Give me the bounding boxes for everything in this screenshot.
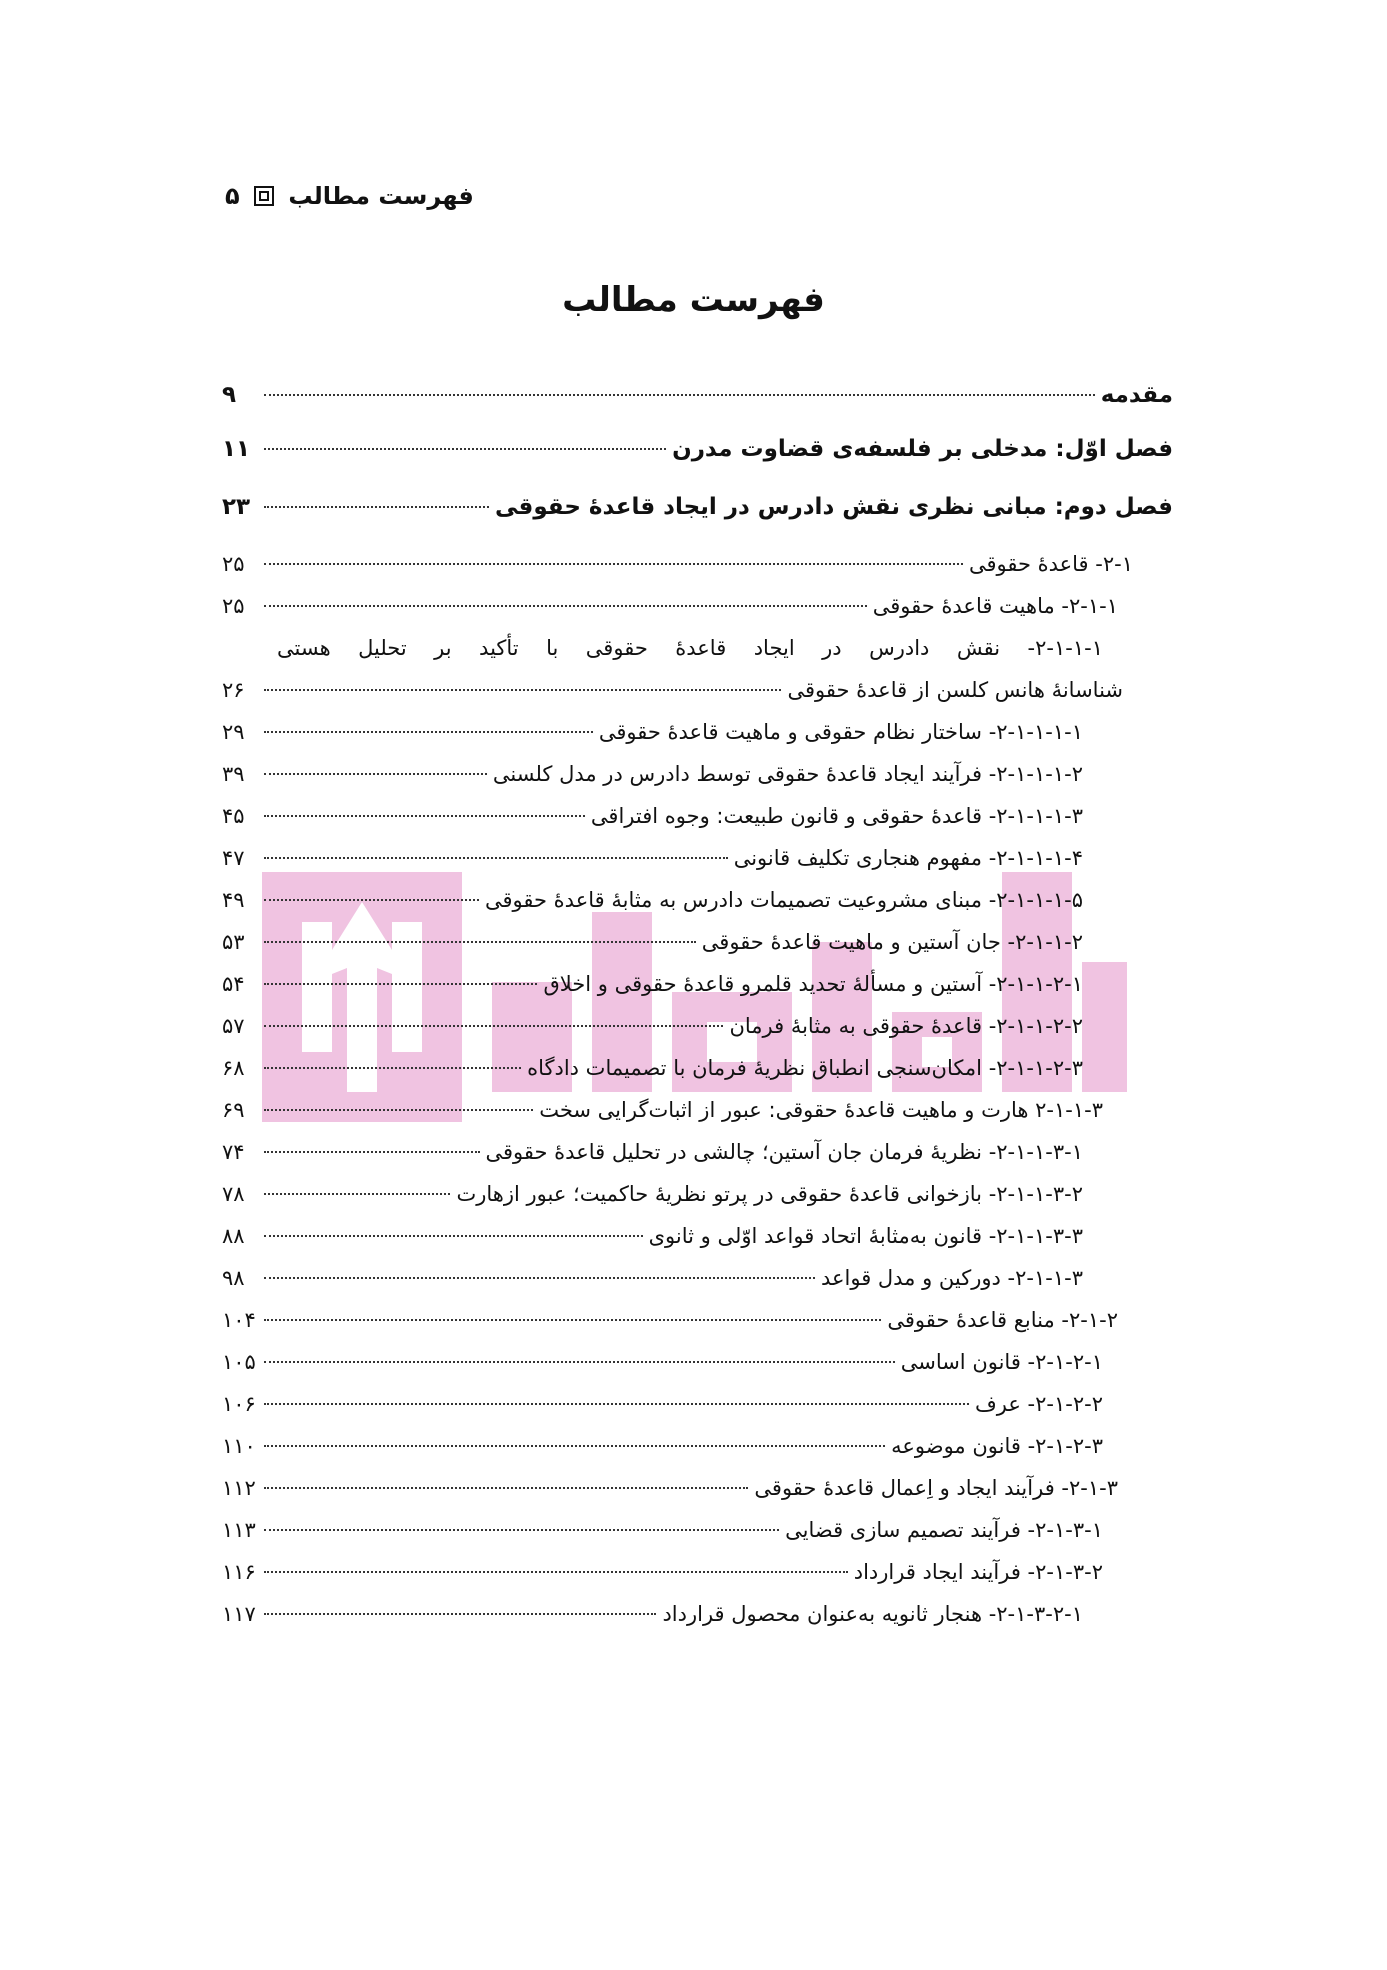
toc-entry-label: ۲-۱-۳-۲-۱- هنجار ثانویه به‌عنوان محصول قرارداد (662, 1602, 1083, 1626)
toc-entry-label: مقدمه (1100, 382, 1173, 408)
toc-entry-label: ۲-۱-۱-۱-۵- مبنای مشروعیت تصمیمات دادرس به مثابۀ قاعدۀ حقوقی (485, 888, 1083, 912)
toc-entry-label: ۲-۱-۳-۱- فرآیند تصمیم سازی قضایی (785, 1518, 1103, 1542)
toc-entry-label: ۲-۱-۱-۲-۳- امکان‌سنجی انطباق نظریۀ فرمان با تصمیمات دادگاه (527, 1056, 1083, 1080)
dot-leader (264, 815, 585, 817)
toc-entry (222, 930, 1173, 972)
toc-page-number: ۲۵ (222, 594, 245, 618)
dot-leader (264, 1109, 533, 1111)
toc-entry (222, 972, 1173, 1014)
toc-entry (222, 678, 1173, 720)
dot-leader (264, 857, 728, 859)
toc-entry (222, 804, 1173, 846)
toc-entry (222, 494, 1173, 552)
toc-entry (222, 1056, 1173, 1098)
toc-entry-label: ۲-۱-۱-۱-۴- مفهوم هنجاری تکلیف قانونی (733, 846, 1083, 870)
toc-entry (222, 888, 1173, 930)
dot-leader (264, 1319, 881, 1321)
square-frame-icon (254, 186, 274, 206)
toc-page-number: ۱۱۷ (222, 1602, 256, 1626)
toc-entry-label: ۲-۱-۱-۳- دورکین و مدل قواعد (820, 1266, 1083, 1290)
dot-leader (264, 1361, 895, 1363)
toc-page-number: ۸۸ (222, 1224, 245, 1248)
toc-entry (222, 382, 1173, 436)
toc-entry (222, 1434, 1173, 1476)
dot-leader (264, 1445, 885, 1447)
toc-entry (222, 1602, 1173, 1644)
dot-leader (264, 1403, 969, 1405)
toc-entry (222, 1392, 1173, 1434)
toc-page-number: ۹۸ (222, 1266, 245, 1290)
toc-page-number: ۲۹ (222, 720, 245, 744)
toc-page-number: ۶۸ (222, 1056, 245, 1080)
toc-entry-label: ۲-۱-۳- فرآیند ایجاد و اِعمال قاعدۀ حقوقی (754, 1476, 1118, 1500)
toc-page-number: ۱۱ (222, 436, 251, 462)
running-title: فهرست مطالب (288, 182, 474, 210)
toc-entry (222, 846, 1173, 888)
toc-page-number: ۴۵ (222, 804, 245, 828)
dot-leader (264, 1151, 480, 1153)
toc-page-number: ۲۶ (222, 678, 245, 702)
toc-entry (222, 762, 1173, 804)
toc-entry (222, 1014, 1173, 1056)
toc-page-number: ۶۹ (222, 1098, 245, 1122)
toc-entry-label: ۲-۱-۱-۳-۲- بازخوانی قاعدۀ حقوقی در پرتو نظریۀ حاکمیت؛ عبور ازهارت (456, 1182, 1083, 1206)
toc-entry-label: ۲-۱-۲- منابع قاعدۀ حقوقی (887, 1308, 1118, 1332)
toc-entry (222, 1224, 1173, 1266)
dot-leader (264, 1025, 723, 1027)
dot-leader (264, 1571, 848, 1573)
toc-page-number: ۱۰۴ (222, 1308, 256, 1332)
toc-page-number: ۷۴ (222, 1140, 245, 1164)
toc-page-number: ۱۰۵ (222, 1350, 256, 1374)
toc-entry (222, 720, 1173, 762)
toc-page-number: ۷۸ (222, 1182, 245, 1206)
dot-leader (264, 983, 537, 985)
toc-entry-label: ۲-۱-۱-۱-۳- قاعدۀ حقوقی و قانون طبیعت: وجوه افتراقی (590, 804, 1083, 828)
toc-entry-label: فصل اوّل: مدخلی بر فلسفه‌ی قضاوت مدرن (672, 436, 1173, 462)
dot-leader (264, 1193, 450, 1195)
toc-entry-label: ۲-۱-۱-۳-۱- نظریۀ فرمان جان آستین؛ چالشی در تحلیل قاعدۀ حقوقی (485, 1140, 1083, 1164)
toc-entry-label: ۲-۱-۱-۱- نقش دادرس در ایجاد قاعدۀ حقوقی با تأکید بر تحلیل هستی (277, 636, 1103, 660)
toc-entry-label: فصل دوم: مبانی نظری نقش دادرس در ایجاد قاعدۀ حقوقی (495, 494, 1173, 520)
dot-leader (264, 1529, 779, 1531)
running-header (225, 182, 474, 210)
dot-leader (264, 506, 489, 508)
toc-page-number: ۵۷ (222, 1014, 245, 1038)
dot-leader (264, 563, 963, 565)
toc-page-number: ۲۵ (222, 552, 245, 576)
toc-entry-label: ۲-۱-۱-۱-۱- ساختار نظام حقوقی و ماهیت قاعدۀ حقوقی (598, 720, 1083, 744)
toc-page-number: ۴۹ (222, 888, 245, 912)
toc-entry (222, 1140, 1173, 1182)
toc-entry-label: ۲-۱-۱- ماهیت قاعدۀ حقوقی (872, 594, 1118, 618)
dot-leader (264, 394, 1095, 396)
toc-entry-label: ۲-۱-۱-۲- جان آستین و ماهیت قاعدۀ حقوقی (701, 930, 1083, 954)
toc-entry-label: ۲-۱-۱-۱-۲- فرآیند ایجاد قاعدۀ حقوقی توسط دادرس در مدل کلسنی (492, 762, 1083, 786)
header-page-number: ۵ (225, 182, 240, 210)
dot-leader (264, 1235, 643, 1237)
dot-leader (264, 689, 781, 691)
toc-entry-label: ۲-۱-۱-۳-۳- قانون به‌مثابۀ اتحاد قواعد اوّلی و ثانوی (648, 1224, 1083, 1248)
toc-entry-label: ۲-۱-۱-۲-۱- آستین و مسألۀ تحدید قلمرو قاعدۀ حقوقی و اخلاق (543, 972, 1083, 996)
toc-entry (222, 1182, 1173, 1224)
toc-entry-label: ۲-۱-۳-۲- فرآیند ایجاد قرارداد (853, 1560, 1103, 1584)
toc-page-number: ۵۳ (222, 930, 245, 954)
toc-page-number: ۱۱۶ (222, 1560, 256, 1584)
toc-entry (222, 436, 1173, 494)
toc-page-number: ۲۳ (222, 494, 251, 520)
toc-entry-label-continuation: شناسانۀ هانس کلسن از قاعدۀ حقوقی (787, 678, 1123, 702)
toc-entry-label: ۲-۱-۲-۲- عرف (975, 1392, 1103, 1416)
page-title: فهرست مطالب (562, 280, 825, 320)
table-of-contents (222, 382, 1173, 1644)
dot-leader (264, 1487, 748, 1489)
toc-entry (222, 1560, 1173, 1602)
toc-entry (222, 1476, 1173, 1518)
toc-page-number: ۱۱۳ (222, 1518, 256, 1542)
toc-page-number: ۳۹ (222, 762, 245, 786)
toc-entry-label: ۲-۱-۱-۳ هارت و ماهیت قاعدۀ حقوقی: عبور از اثبات‌گرایی سخت (539, 1098, 1103, 1122)
dot-leader (264, 941, 696, 943)
toc-entry (222, 1098, 1173, 1140)
dot-leader (264, 731, 593, 733)
dot-leader (264, 1613, 656, 1615)
toc-page-number: ۱۱۲ (222, 1476, 256, 1500)
dot-leader (264, 899, 479, 901)
toc-entry (222, 594, 1173, 636)
toc-page-number: ۱۱۰ (222, 1434, 256, 1458)
toc-page-number: ۵۴ (222, 972, 245, 996)
toc-page-number: ۹ (222, 382, 237, 408)
toc-entry-label: ۲-۱- قاعدۀ حقوقی (968, 552, 1133, 576)
toc-entry (222, 552, 1173, 594)
toc-entry (222, 1518, 1173, 1560)
toc-entry-label: ۲-۱-۲-۱- قانون اساسی (900, 1350, 1103, 1374)
toc-entry (222, 1266, 1173, 1308)
dot-leader (264, 605, 867, 607)
toc-entry (222, 1350, 1173, 1392)
toc-entry-label: ۲-۱-۲-۳- قانون موضوعه (891, 1434, 1103, 1458)
dot-leader (264, 773, 487, 775)
toc-page-number: ۴۷ (222, 846, 245, 870)
toc-page-number: ۱۰۶ (222, 1392, 256, 1416)
dot-leader (264, 1067, 521, 1069)
dot-leader (264, 1277, 815, 1279)
toc-entry-label: ۲-۱-۱-۲-۲- قاعدۀ حقوقی به مثابۀ فرمان (729, 1014, 1083, 1038)
toc-entry (222, 1308, 1173, 1350)
dot-leader (264, 448, 666, 450)
